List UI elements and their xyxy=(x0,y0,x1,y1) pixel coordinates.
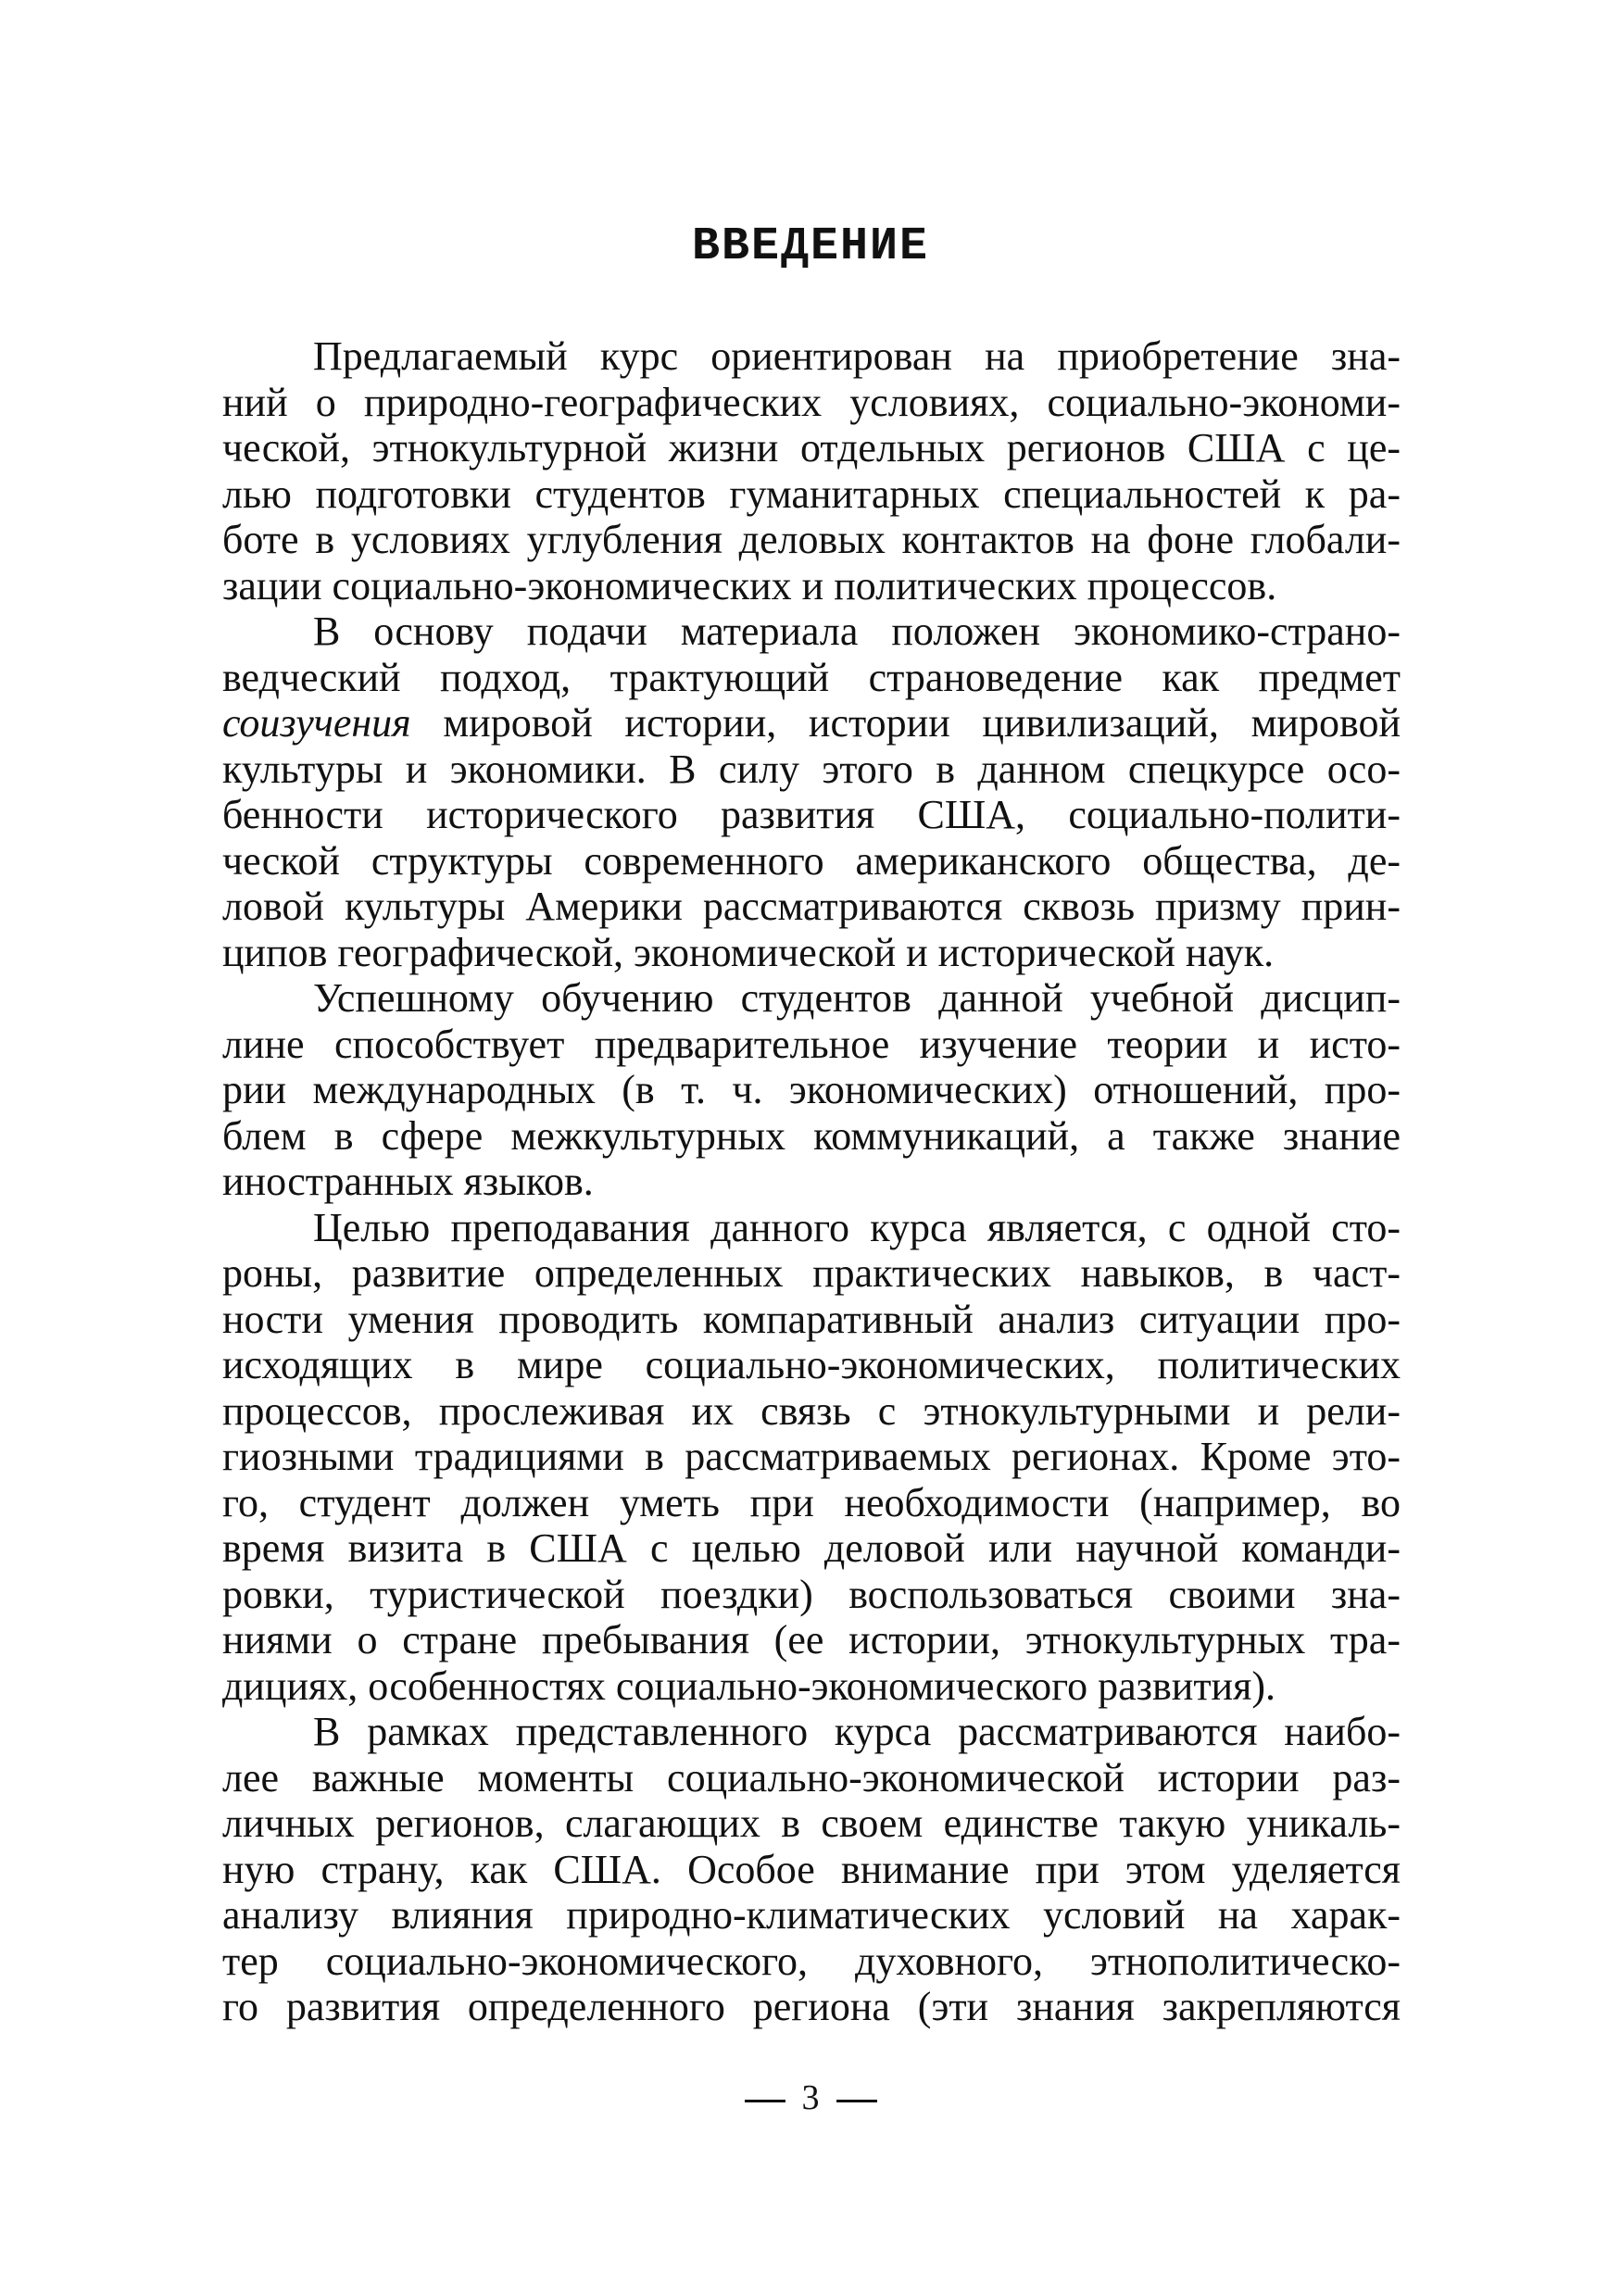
text-line: го, студент должен уметь при необходимости (например, во xyxy=(222,1479,1401,1525)
text-line: гиозными традициями в рассматриваемых регионах. Кроме это- xyxy=(222,1434,1401,1479)
page-title: ВВЕДЕНИЕ xyxy=(691,220,930,273)
text-line-with-italic xyxy=(222,700,1401,747)
text-line: боте в условиях углубления деловых контактов на фоне глобали- xyxy=(222,517,1401,562)
text-line: ципов географической, экономической и исторической наук. xyxy=(222,929,1275,975)
text-line: анализу влияния природно-климатических условий на харак- xyxy=(222,1892,1401,1938)
text-line: тер социально-экономического, духовного, этнополитическо- xyxy=(222,1938,1401,1984)
text-line: В рамках представленного курса рассматриваются наибо- xyxy=(313,1709,1401,1754)
paragraph xyxy=(222,1709,1401,2030)
italic-term: соизучения xyxy=(222,700,411,746)
text-line: ческой структуры современного американского общества, де- xyxy=(222,837,1401,884)
paragraph xyxy=(222,333,1401,609)
text-line: Успешному обучению студентов данной учебной дисцип- xyxy=(313,975,1401,1021)
text-line: ловой культуры Америки рассматриваются сквозь призму прин- xyxy=(222,884,1401,929)
text-line: роны, развитие определенных практических навыков, в част- xyxy=(222,1250,1401,1296)
text-line: ниями о стране пребывания (ее истории, этнокультурных тра- xyxy=(222,1617,1401,1662)
text-segment: мировой истории, истории цивилизаций, мировой xyxy=(443,700,1401,746)
text-line: ведческий подход, трактующий страноведение как предмет xyxy=(222,654,1401,700)
text-line: зации социально-экономических и политических процессов. xyxy=(222,562,1277,609)
text-line: рии международных (в т. ч. экономических) отношений, про- xyxy=(222,1067,1401,1112)
body-text xyxy=(222,333,1401,2030)
text-line: бенности исторического развития США, социально-полити- xyxy=(222,792,1401,837)
paragraph xyxy=(222,609,1401,975)
dash-left xyxy=(745,2100,785,2102)
text-line: лее важные моменты социально-экономической истории раз- xyxy=(222,1754,1401,1800)
page-number-value: 3 xyxy=(801,2078,820,2117)
text-line: время визита в США с целью деловой или научной команди- xyxy=(222,1525,1401,1571)
text-line: дициях, особенностях социально-экономического развития). xyxy=(222,1662,1275,1709)
text-line: иностранных языков. xyxy=(222,1159,594,1204)
text-line: культуры и экономики. В силу этого в данном спецкурсе осо- xyxy=(222,746,1401,792)
text-line: исходящих в мире социально-экономических, политических xyxy=(222,1342,1401,1387)
text-line: блем в сфере межкультурных коммуникаций, а также знание xyxy=(222,1112,1401,1159)
text-line: личных регионов, слагающих в своем единстве такую уникаль- xyxy=(222,1800,1401,1846)
text-line: ную страну, как США. Особое внимание при этом уделяется xyxy=(222,1846,1401,1892)
text-line: ний о природно-географических условиях, социально-экономи- xyxy=(222,379,1401,425)
text-line: лью подготовки студентов гуманитарных специальностей к ра- xyxy=(222,470,1401,517)
text-line: лине способствует предварительное изучение теории и исто- xyxy=(222,1021,1401,1067)
paragraph xyxy=(222,975,1401,1205)
text-line: ровки, туристической поездки) воспользоваться своими зна- xyxy=(222,1571,1401,1617)
paragraph xyxy=(222,1205,1401,1710)
text-line: Целью преподавания данного курса является, с одной сто- xyxy=(313,1204,1401,1250)
text-line: процессов, прослеживая их связь с этнокультурными и рели- xyxy=(222,1387,1401,1434)
dash-right xyxy=(836,2100,877,2102)
text-line: Предлагаемый курс ориентирован на приобретение зна- xyxy=(313,333,1401,379)
text-line: В основу подачи материала положен экономико-страно- xyxy=(313,609,1401,654)
text-line: ности умения проводить компаративный анализ ситуации про- xyxy=(222,1296,1401,1342)
page-number xyxy=(0,2075,1621,2121)
text-line: го развития определенного региона (эти знания закрепляются xyxy=(222,1984,1401,2029)
text-line: ческой, этнокультурной жизни отдельных регионов США с це- xyxy=(222,425,1401,470)
